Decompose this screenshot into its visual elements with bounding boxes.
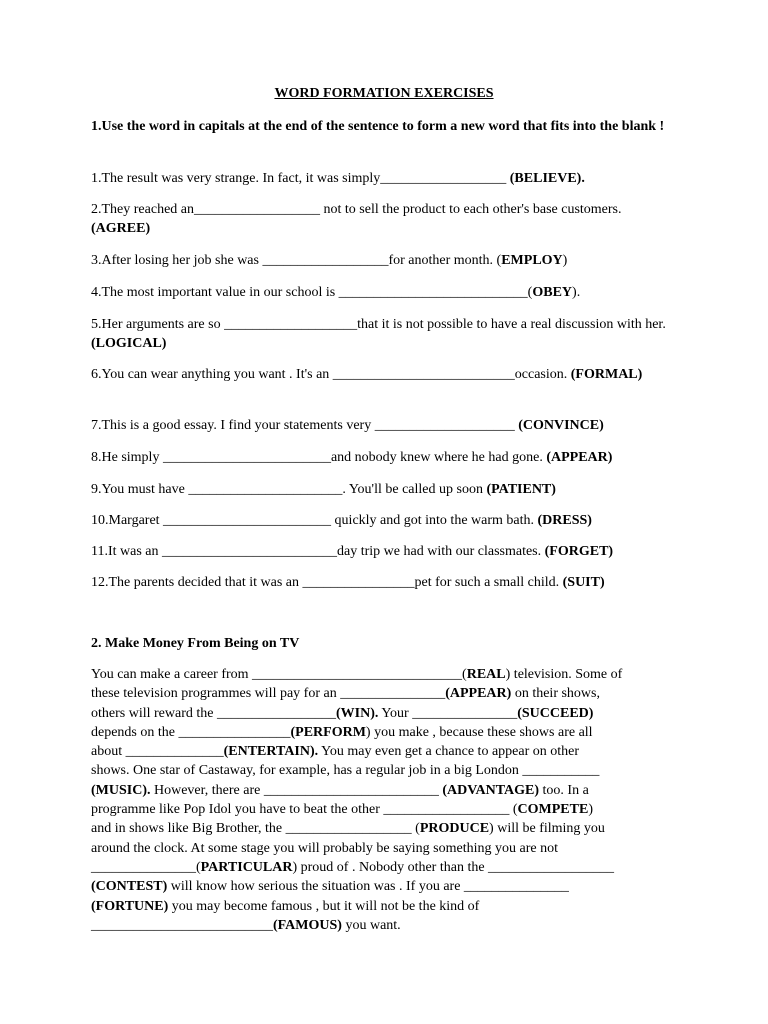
- section1-instruction: 1.Use the word in capitals at the end of the sentence to form a new word that fits into the blank !: [91, 119, 665, 134]
- paragraph-line: [91, 819, 691, 838]
- exercise-keyword: (APPEAR): [546, 450, 613, 465]
- exercise-sentence: 6.You can wear anything you want . It's an __________________________occasion.: [91, 367, 571, 382]
- exercise-sentence: 11.It was an _________________________day trip we had with our classmates.: [91, 544, 545, 559]
- exercise-sentence: 7.This is a good essay. I find your statements very ____________________: [91, 418, 519, 433]
- paragraph-keyword: REAL: [466, 667, 506, 682]
- paragraph-text: ) you make , because these shows are all: [365, 724, 593, 740]
- paragraph-text: ): [588, 802, 593, 818]
- section2-paragraph: [91, 665, 691, 935]
- paragraph-keyword: (CONTEST): [91, 879, 168, 895]
- paragraph-line: [91, 897, 691, 916]
- exercise-item: [91, 416, 681, 435]
- exercise-sentence: 9.You must have ______________________. You'll be called up soon: [91, 482, 487, 497]
- exercise-keyword: (PATIENT): [486, 482, 556, 497]
- paragraph-line: [91, 665, 691, 684]
- exercise-keyword: (DRESS): [537, 513, 592, 528]
- paragraph-text: others will reward the _________________: [91, 705, 336, 721]
- paragraph-line: [91, 858, 691, 877]
- paragraph-line: [91, 742, 691, 761]
- exercise-keyword: (LOGICAL): [91, 336, 167, 351]
- paragraph-text: on their shows,: [511, 686, 600, 702]
- section2-title: 2. Make Money From Being on TV: [91, 636, 300, 651]
- exercise-item: [91, 511, 681, 530]
- paragraph-text: these television programmes will pay for an _______________: [91, 686, 446, 702]
- page-title: WORD FORMATION EXERCISES: [274, 86, 494, 101]
- exercise-item: [91, 200, 681, 238]
- exercise-item: [91, 542, 681, 561]
- paragraph-text: Your _______________: [378, 705, 518, 721]
- paragraph-line: [91, 839, 691, 858]
- paragraph-text: You can make a career from ______________________________(: [91, 667, 467, 682]
- paragraph-keyword: (WIN).: [335, 705, 379, 721]
- exercise-sentence: 4.The most important value in our school is ___________________________(: [91, 285, 533, 300]
- exercise-item: [91, 573, 681, 592]
- paragraph-text: shows. One star of Castaway, for example, has a regular job in a big London ___________: [91, 763, 600, 779]
- exercise-sentence: 3.After losing her job she was __________________for another month. (: [91, 253, 502, 268]
- exercise-sentence: 12.The parents decided that it was an ________________pet for such a small child.: [91, 575, 563, 590]
- paragraph-line: [91, 877, 691, 896]
- paragraph-keyword: (ADVANTAGE): [442, 782, 540, 798]
- paragraph-text: and in shows like Big Brother, the __________________ (: [91, 821, 420, 837]
- exercise-keyword: (FORMAL): [570, 367, 643, 382]
- paragraph-line: [91, 723, 691, 742]
- exercise-keyword: (SUIT): [562, 575, 605, 590]
- paragraph-keyword: PRODUCE: [419, 821, 490, 837]
- paragraph-line: [91, 761, 691, 780]
- paragraph-text: __________________________: [91, 917, 273, 933]
- paragraph-text: too. In a: [539, 782, 589, 798]
- paragraph-text: around the clock. At some stage you will probably be saying something you are not: [91, 840, 558, 856]
- paragraph-text: depends on the ________________: [91, 724, 291, 740]
- exercise-keyword: (BELIEVE).: [509, 171, 585, 186]
- paragraph-keyword: (FAMOUS): [273, 917, 342, 933]
- exercise-sentence: 1.The result was very strange. In fact, it was simply__________________: [91, 171, 510, 186]
- paragraph-line: [91, 916, 691, 935]
- exercise-item: [91, 315, 681, 353]
- exercise-sentence: 8.He simply ________________________and nobody knew where he had gone.: [91, 450, 547, 465]
- paragraph-line: [91, 800, 691, 819]
- paragraph-keyword: PARTICULAR: [200, 859, 293, 875]
- exercise-item: [91, 283, 681, 302]
- exercise-keyword: OBEY: [532, 285, 573, 300]
- exercise-keyword: (CONVINCE): [518, 418, 604, 433]
- paragraph-text: You may even get a chance to appear on other: [318, 744, 580, 760]
- exercise-sentence: 10.Margaret ________________________ quickly and got into the warm bath.: [91, 513, 538, 528]
- exercise-sentence: 5.Her arguments are so ___________________that it is not possible to have a real discussion with her.: [91, 317, 670, 332]
- exercise-item: [91, 448, 681, 467]
- paragraph-line: [91, 704, 691, 723]
- paragraph-text: will know how serious the situation was . If you are _______________: [167, 879, 569, 895]
- paragraph-text: ) television. Some of: [505, 667, 623, 682]
- paragraph-line: [91, 781, 691, 800]
- exercise-sentence: 2.They reached an__________________ not to sell the product to each other's base customers.: [91, 202, 625, 217]
- exercise-item: [91, 480, 681, 499]
- paragraph-text: ) proud of . Nobody other than the __________________: [292, 859, 615, 875]
- paragraph-keyword: (PERFORM: [290, 724, 366, 740]
- exercise-item: [91, 365, 681, 384]
- exercise-item: [91, 169, 681, 188]
- exercise-keyword: (FORGET): [544, 544, 614, 559]
- paragraph-text: However, there are _________________________: [150, 782, 443, 798]
- exercise-sentence-end: ): [562, 253, 568, 268]
- paragraph-keyword: (FORTUNE): [91, 898, 169, 914]
- paragraph-text: programme like Pop Idol you have to beat the other __________________ (: [91, 802, 518, 818]
- exercise-keyword: (AGREE): [91, 221, 151, 236]
- paragraph-line: [91, 684, 691, 703]
- exercise-sentence-end: ).: [572, 285, 581, 300]
- paragraph-keyword: COMPETE: [517, 802, 589, 818]
- paragraph-keyword: (APPEAR): [445, 686, 512, 702]
- exercise-keyword: EMPLOY: [501, 253, 563, 268]
- paragraph-keyword: (SUCCEED): [517, 705, 594, 721]
- paragraph-text: ) will be filming you: [489, 821, 605, 837]
- paragraph-keyword: (MUSIC).: [91, 782, 151, 798]
- paragraph-text: about ______________: [91, 744, 224, 760]
- paragraph-text: you may become famous , but it will not be the kind of: [168, 898, 480, 914]
- exercise-item: [91, 251, 681, 270]
- paragraph-text: you want.: [341, 917, 401, 933]
- paragraph-keyword: (ENTERTAIN).: [223, 744, 319, 760]
- paragraph-text: _______________(: [91, 859, 201, 875]
